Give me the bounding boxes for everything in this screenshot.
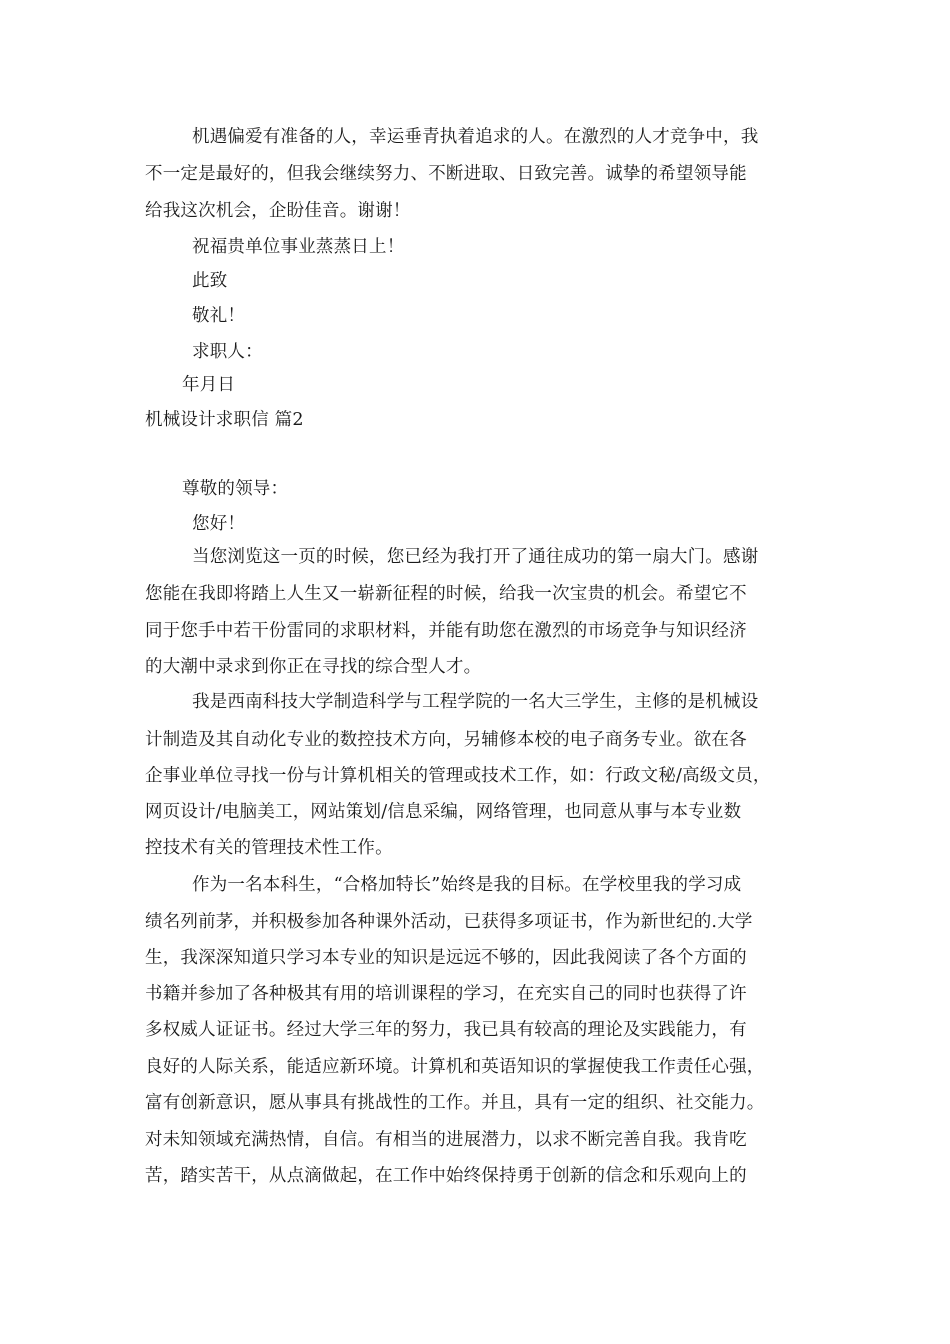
applicant-label: 求职人：: [192, 342, 263, 362]
closing-wish: 祝福贵单位事业蒸蒸日上！: [192, 237, 405, 257]
text-line: 生，我深深知道只学习本专业的知识是远远不够的，因此我阅读了各个方面的: [145, 948, 747, 968]
text-line: 多权威人证证书。经过大学三年的努力，我已具有较高的理论及实践能力，有: [145, 1020, 747, 1040]
section-title: 机械设计求职信 篇2: [145, 410, 304, 430]
closing-regards: 敬礼！: [192, 306, 246, 326]
text-line: 同于您手中若干份雷同的求职材料，并能有助您在激烈的市场竞争与知识经济: [145, 621, 747, 641]
date-label: 年月日: [182, 375, 236, 395]
text-line: 绩名列前茅，并积极参加各种课外活动，已获得多项证书，作为新世纪的.大学: [145, 912, 753, 932]
text-line: 对未知领域充满热情，自信。有相当的进展潜力，以求不断完善自我。我肯吃: [145, 1130, 747, 1150]
greeting-hello: 您好！: [192, 514, 246, 534]
text-line: 作为一名本科生，“合格加特长”始终是我的目标。在学校里我的学习成: [192, 875, 742, 895]
text-line: 网页设计/电脑美工，网站策划/信息采编，网络管理，也同意从事与本专业数: [145, 802, 742, 822]
text-line: 富有创新意识，愿从事具有挑战性的工作。并且，具有一定的组织、社交能力。: [145, 1093, 765, 1113]
text-line: 书籍并参加了各种极其有用的培训课程的学习，在充实自己的同时也获得了许: [145, 984, 747, 1004]
text-line: 机遇偏爱有准备的人，幸运垂青执着追求的人。在激烈的人才竞争中，我: [192, 127, 759, 147]
text-line: 企事业单位寻找一份与计算机相关的管理或技术工作，如：行政文秘/高级文员，: [145, 766, 771, 786]
text-line: 当您浏览这一页的时候，您已经为我打开了通往成功的第一扇大门。感谢: [192, 547, 759, 567]
greeting-recipient: 尊敬的领导：: [182, 479, 289, 499]
text-line: 控技术有关的管理技术性工作。: [145, 838, 393, 858]
text-line: 您能在我即将踏上人生又一崭新征程的时候，给我一次宝贵的机会。希望它不: [145, 584, 747, 604]
text-line: 的大潮中录求到你正在寻找的综合型人才。: [145, 657, 482, 677]
text-line: 我是西南科技大学制造科学与工程学院的一名大三学生，主修的是机械设: [192, 692, 759, 712]
text-line: 不一定是最好的，但我会继续努力、不断进取、日致完善。诚挚的希望领导能: [145, 164, 747, 184]
text-line: 良好的人际关系，能适应新环境。计算机和英语知识的掌握使我工作责任心强，: [145, 1057, 765, 1077]
closing-salutation: 此致: [192, 271, 228, 291]
text-line: 计制造及其自动化专业的数控技术方向，另辅修本校的电子商务专业。欲在各: [145, 730, 747, 750]
text-line: 苦，踏实苦干，从点滴做起，在工作中始终保持勇于创新的信念和乐观向上的: [145, 1166, 747, 1186]
text-line: 给我这次机会，企盼佳音。谢谢！: [145, 201, 411, 221]
